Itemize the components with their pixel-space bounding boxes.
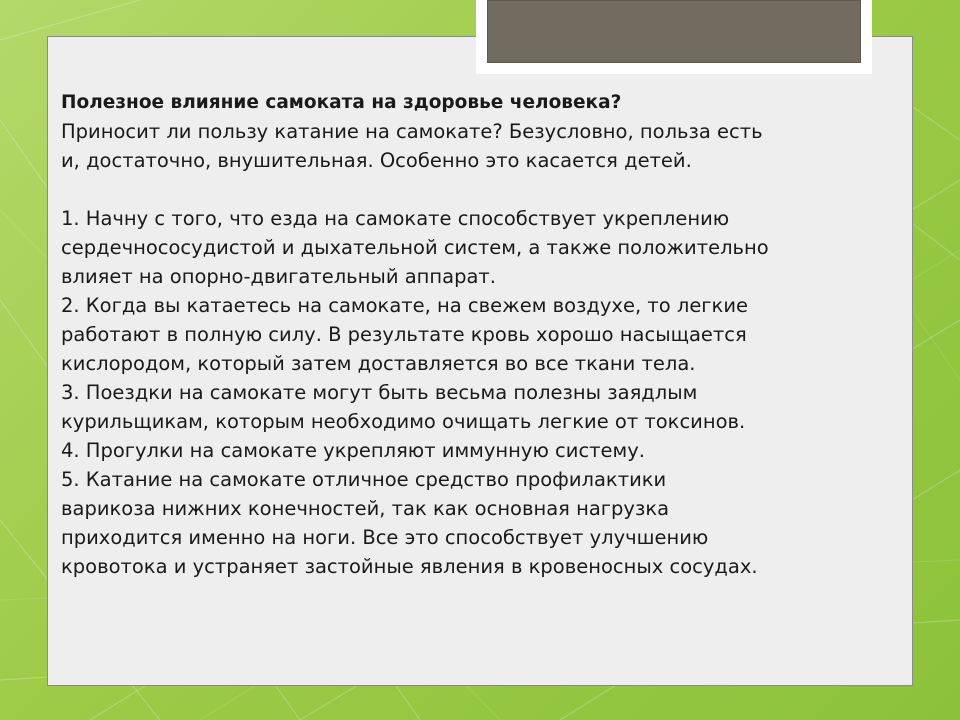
point-line: 4. Прогулки на самокате укрепляют иммунную систему. — [61, 439, 645, 462]
point-line: 1. Начну с того, что езда на самокате способствует укреплению — [61, 207, 730, 230]
point-line: 5. Катание на самокате отличное средство профилактики — [61, 468, 667, 491]
header-tab — [476, 0, 872, 74]
point-line: кровотока и устраняет застойные явления в кровеносных сосудах. — [61, 555, 758, 578]
point-line: кислородом, который затем доставляется во все ткани тела. — [61, 352, 696, 375]
point-line: курильщикам, которым необходимо очищать легкие от токсинов. — [61, 410, 746, 433]
point-line: влияет на опорно-двигательный аппарат. — [61, 265, 496, 288]
intro-line: Приносит ли пользу катание на самокате? Безусловно, польза есть — [61, 120, 763, 143]
paragraph-spacer — [61, 175, 901, 204]
point-line: варикоза нижних конечностей, так как основная нагрузка — [61, 497, 670, 520]
point-line: 2. Когда вы катаетесь на самокате, на свежем воздухе, то легкие — [61, 294, 749, 317]
intro-line: и, достаточно, внушительная. Особенно это касается детей. — [61, 149, 692, 172]
slide-text — [61, 88, 901, 581]
slide-title: Полезное влияние самоката на здоровье человека? — [61, 92, 622, 113]
point-line: сердечнососудистой и дыхательной систем, а также положительно — [61, 236, 769, 259]
point-line: 3. Поездки на самокате могут быть весьма полезны заядлым — [61, 381, 698, 404]
point-line: приходится именно на ноги. Все это способствует улучшению — [61, 526, 709, 549]
header-tab-inner — [487, 0, 861, 63]
point-line: работают в полную силу. В результате кровь хорошо насыщается — [61, 323, 747, 346]
